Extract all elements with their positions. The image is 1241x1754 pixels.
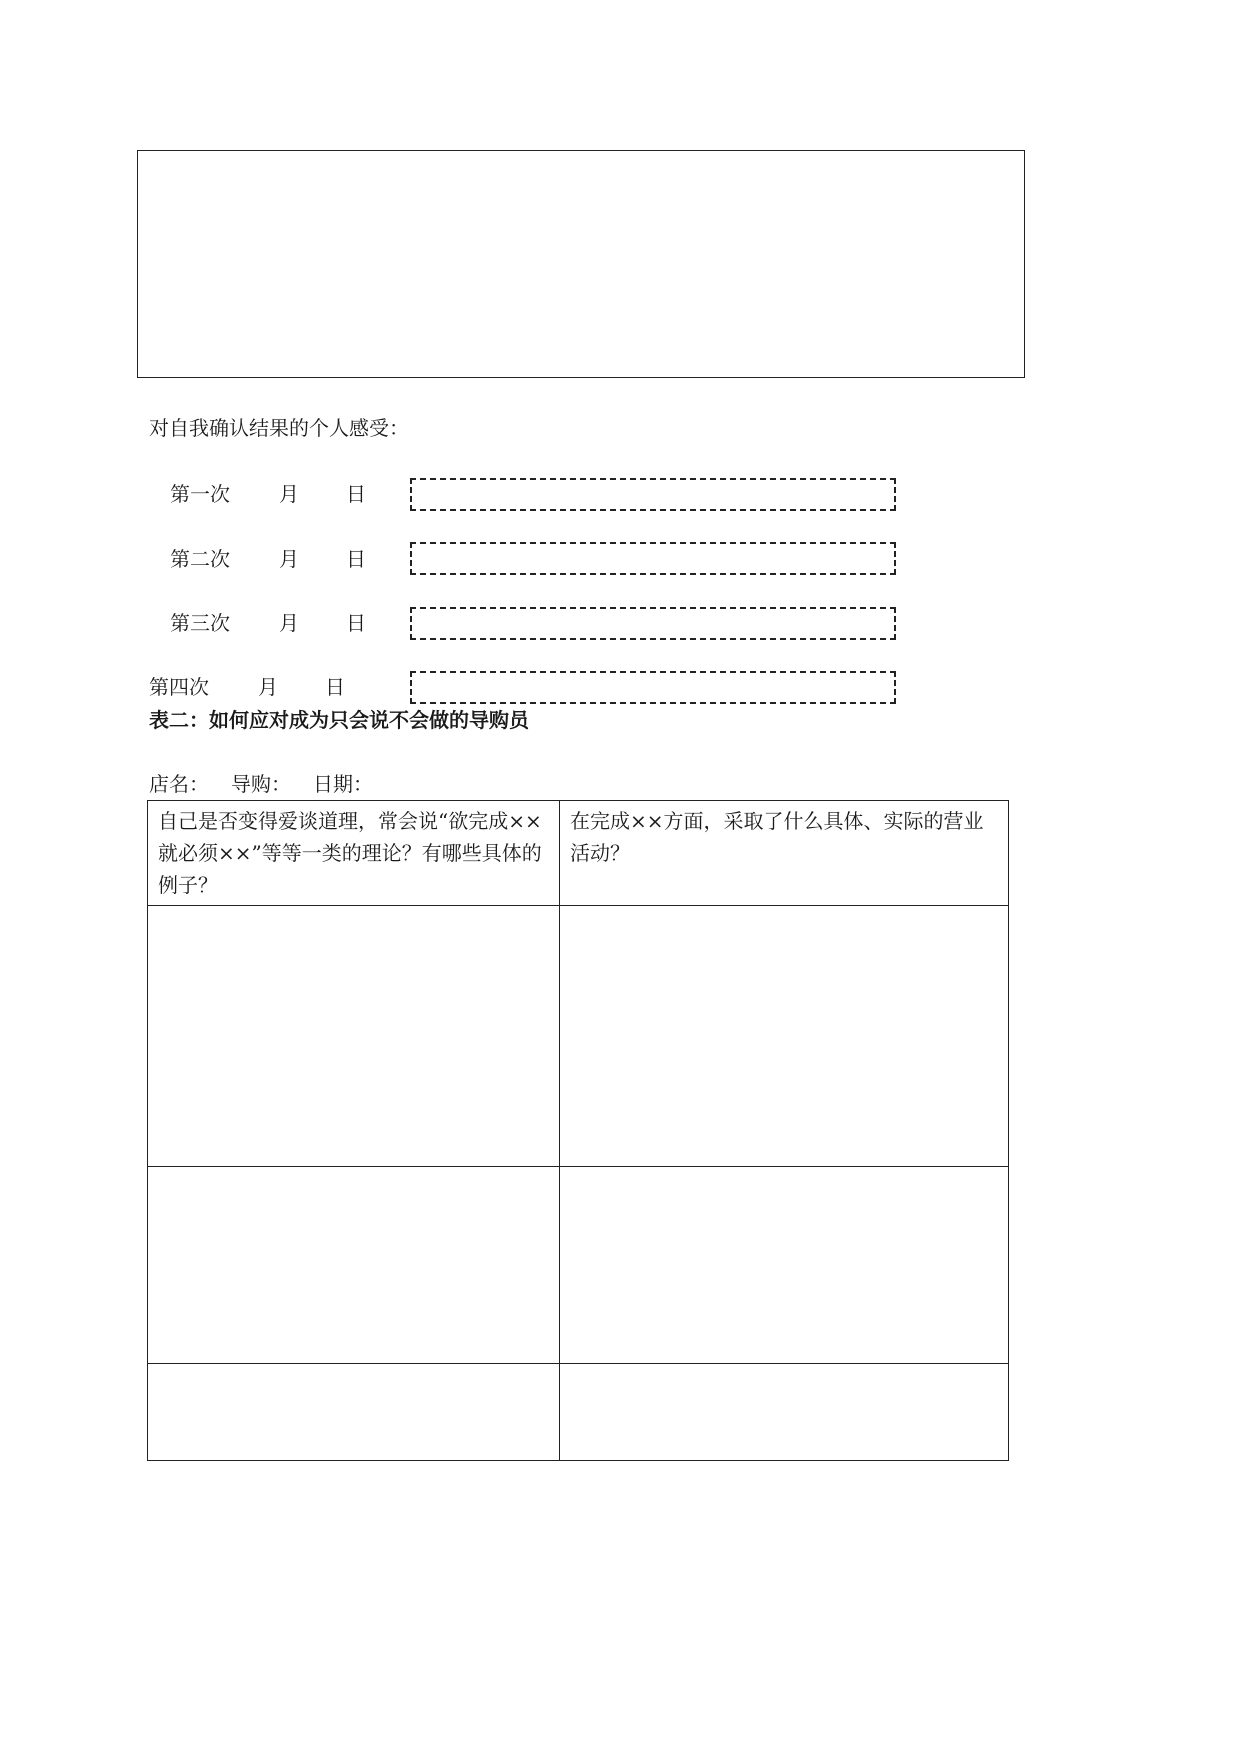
round-name: 第二次	[170, 547, 230, 571]
month-label: 月	[279, 547, 299, 571]
table-cell[interactable]	[560, 906, 1009, 1167]
table-header-row	[148, 801, 1009, 906]
date-label: 日期：	[313, 772, 373, 796]
table-row	[148, 1364, 1009, 1461]
day-label: 日	[325, 675, 345, 699]
round-name: 第三次	[170, 611, 230, 635]
header-cell-activities: 在完成××方面，采取了什么具体、实际的营业活动？	[560, 801, 1009, 906]
table-title: 表二：如何应对成为只会说不会做的导购员	[149, 708, 529, 732]
table-cell[interactable]	[148, 1364, 560, 1461]
round-2-input[interactable]	[410, 542, 896, 575]
month-label: 月	[258, 675, 278, 699]
store-name-label: 店名：	[149, 772, 209, 796]
round-row-2	[170, 542, 400, 576]
header-cell-theory: 自己是否变得爱谈道理，常会说“欲完成××就必须××”等等一类的理论？有哪些具体的例子？	[148, 801, 560, 906]
table-cell[interactable]	[148, 906, 560, 1167]
table-row	[148, 1167, 1009, 1364]
round-row-1	[170, 477, 400, 511]
feelings-label: 对自我确认结果的个人感受：	[149, 416, 409, 440]
guide-label: 导购：	[231, 772, 291, 796]
round-3-input[interactable]	[410, 607, 896, 640]
response-box[interactable]	[137, 150, 1025, 378]
table-cell[interactable]	[560, 1364, 1009, 1461]
day-label: 日	[346, 611, 366, 635]
day-label: 日	[346, 482, 366, 506]
table-row	[148, 906, 1009, 1167]
month-label: 月	[279, 482, 299, 506]
table-cell[interactable]	[148, 1167, 560, 1364]
round-name: 第四次	[149, 675, 209, 699]
round-name: 第一次	[170, 482, 230, 506]
round-row-3	[170, 606, 400, 640]
table-cell[interactable]	[560, 1167, 1009, 1364]
day-label: 日	[346, 547, 366, 571]
round-1-input[interactable]	[410, 478, 896, 511]
round-row-4	[149, 670, 379, 704]
round-4-input[interactable]	[410, 671, 896, 704]
meta-line	[149, 770, 395, 798]
response-table	[147, 800, 1009, 1461]
month-label: 月	[279, 611, 299, 635]
